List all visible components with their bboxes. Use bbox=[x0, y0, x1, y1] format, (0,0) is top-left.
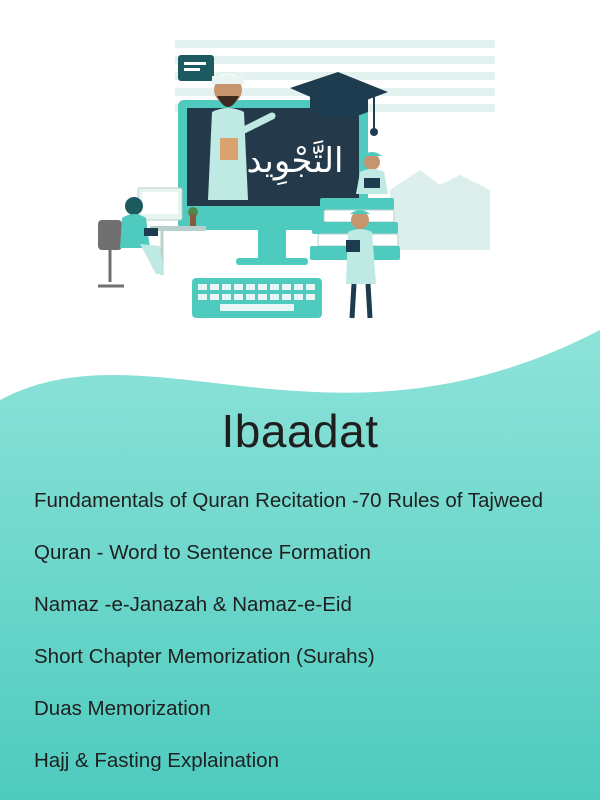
course-section bbox=[0, 395, 600, 787]
course-item: Namaz -e-Janazah & Namaz-e-Eid bbox=[34, 593, 352, 616]
course-item: Short Chapter Memorization (Surahs) bbox=[34, 645, 375, 668]
course-item: Duas Memorization bbox=[34, 697, 211, 720]
background-buildings bbox=[390, 170, 490, 250]
chat-bubble-icon bbox=[178, 55, 214, 81]
arabic-calligraphy: التَّجْوِيد bbox=[246, 141, 344, 181]
course-item: Hajj & Fasting Explaination bbox=[34, 749, 279, 772]
course-item: Quran - Word to Sentence Formation bbox=[34, 541, 371, 564]
course-item: Fundamentals of Quran Recitation -70 Rules of Tajweed bbox=[34, 489, 543, 512]
page-title: Ibaadat bbox=[221, 405, 379, 457]
course-list bbox=[0, 475, 600, 787]
